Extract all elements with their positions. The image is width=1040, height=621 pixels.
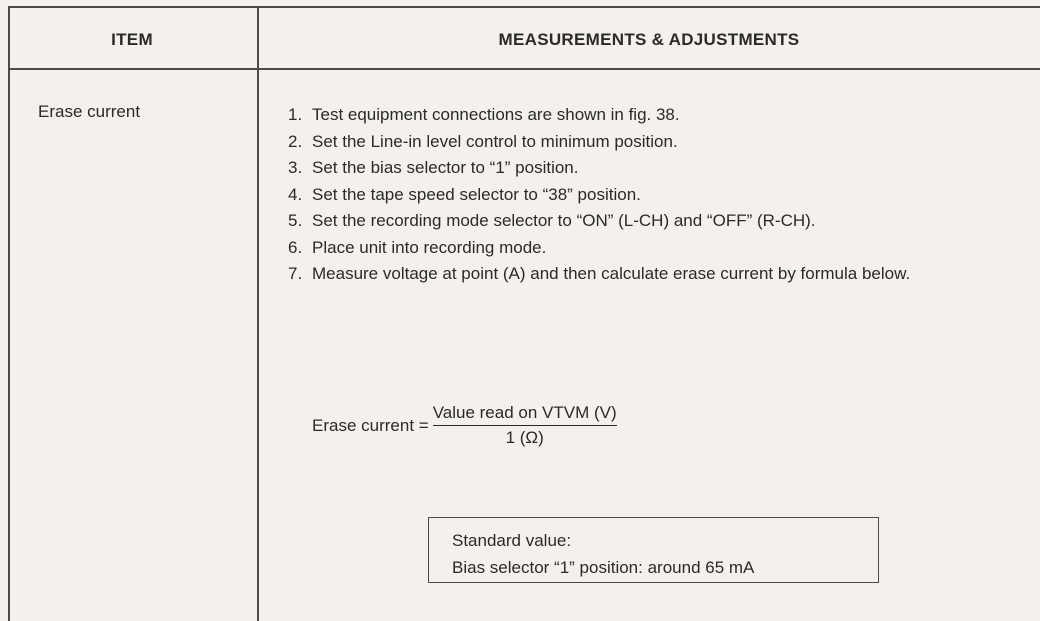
column-divider-rule [257, 6, 259, 621]
step-1 [288, 102, 988, 129]
step-number: 1. [288, 105, 303, 124]
step-2 [288, 129, 988, 156]
step-text: Set the recording mode selector to “ON” (L-CH) and “OFF” (R-CH). [312, 211, 816, 230]
header-bottom-rule [8, 68, 1040, 70]
step-text: Test equipment connections are shown in fig. 38. [312, 105, 680, 124]
step-number: 4. [288, 184, 303, 204]
erase-current-formula [312, 403, 617, 448]
step-text: Set the tape speed selector to “38” position. [312, 184, 641, 204]
step-number: 3. [288, 158, 303, 177]
procedure-steps [288, 102, 988, 288]
header-measurements: MEASUREMENTS & ADJUSTMENTS [498, 30, 800, 49]
formula-numerator: Value read on VTVM (V) [433, 403, 617, 426]
step-number: 5. [288, 211, 303, 230]
step-3 [288, 155, 988, 182]
step-6 [288, 235, 988, 262]
standard-value-label: Standard value: [452, 531, 572, 550]
formula-lhs: Erase current = [312, 415, 429, 435]
step-text: Measure voltage at point (A) and then calculate erase current by formula below. [312, 264, 911, 283]
step-5 [288, 208, 988, 235]
table-left-rule [8, 6, 10, 621]
standard-value-box [428, 517, 879, 583]
step-7 [288, 261, 988, 288]
step-text: Set the Line-in level control to minimum position. [312, 131, 678, 151]
formula-denominator: 1 (Ω) [505, 428, 544, 447]
table-top-rule [8, 6, 1040, 8]
step-number: 6. [288, 237, 303, 257]
standard-value-text: Bias selector “1” position: around 65 mA [452, 558, 755, 577]
step-number: 7. [288, 264, 303, 283]
header-item: ITEM [111, 30, 153, 49]
step-text: Place unit into recording mode. [312, 237, 547, 257]
formula-fraction [433, 403, 617, 448]
step-4 [288, 182, 988, 209]
step-number: 2. [288, 131, 303, 151]
step-text: Set the bias selector to “1” position. [312, 158, 579, 177]
item-name: Erase current [38, 102, 141, 121]
